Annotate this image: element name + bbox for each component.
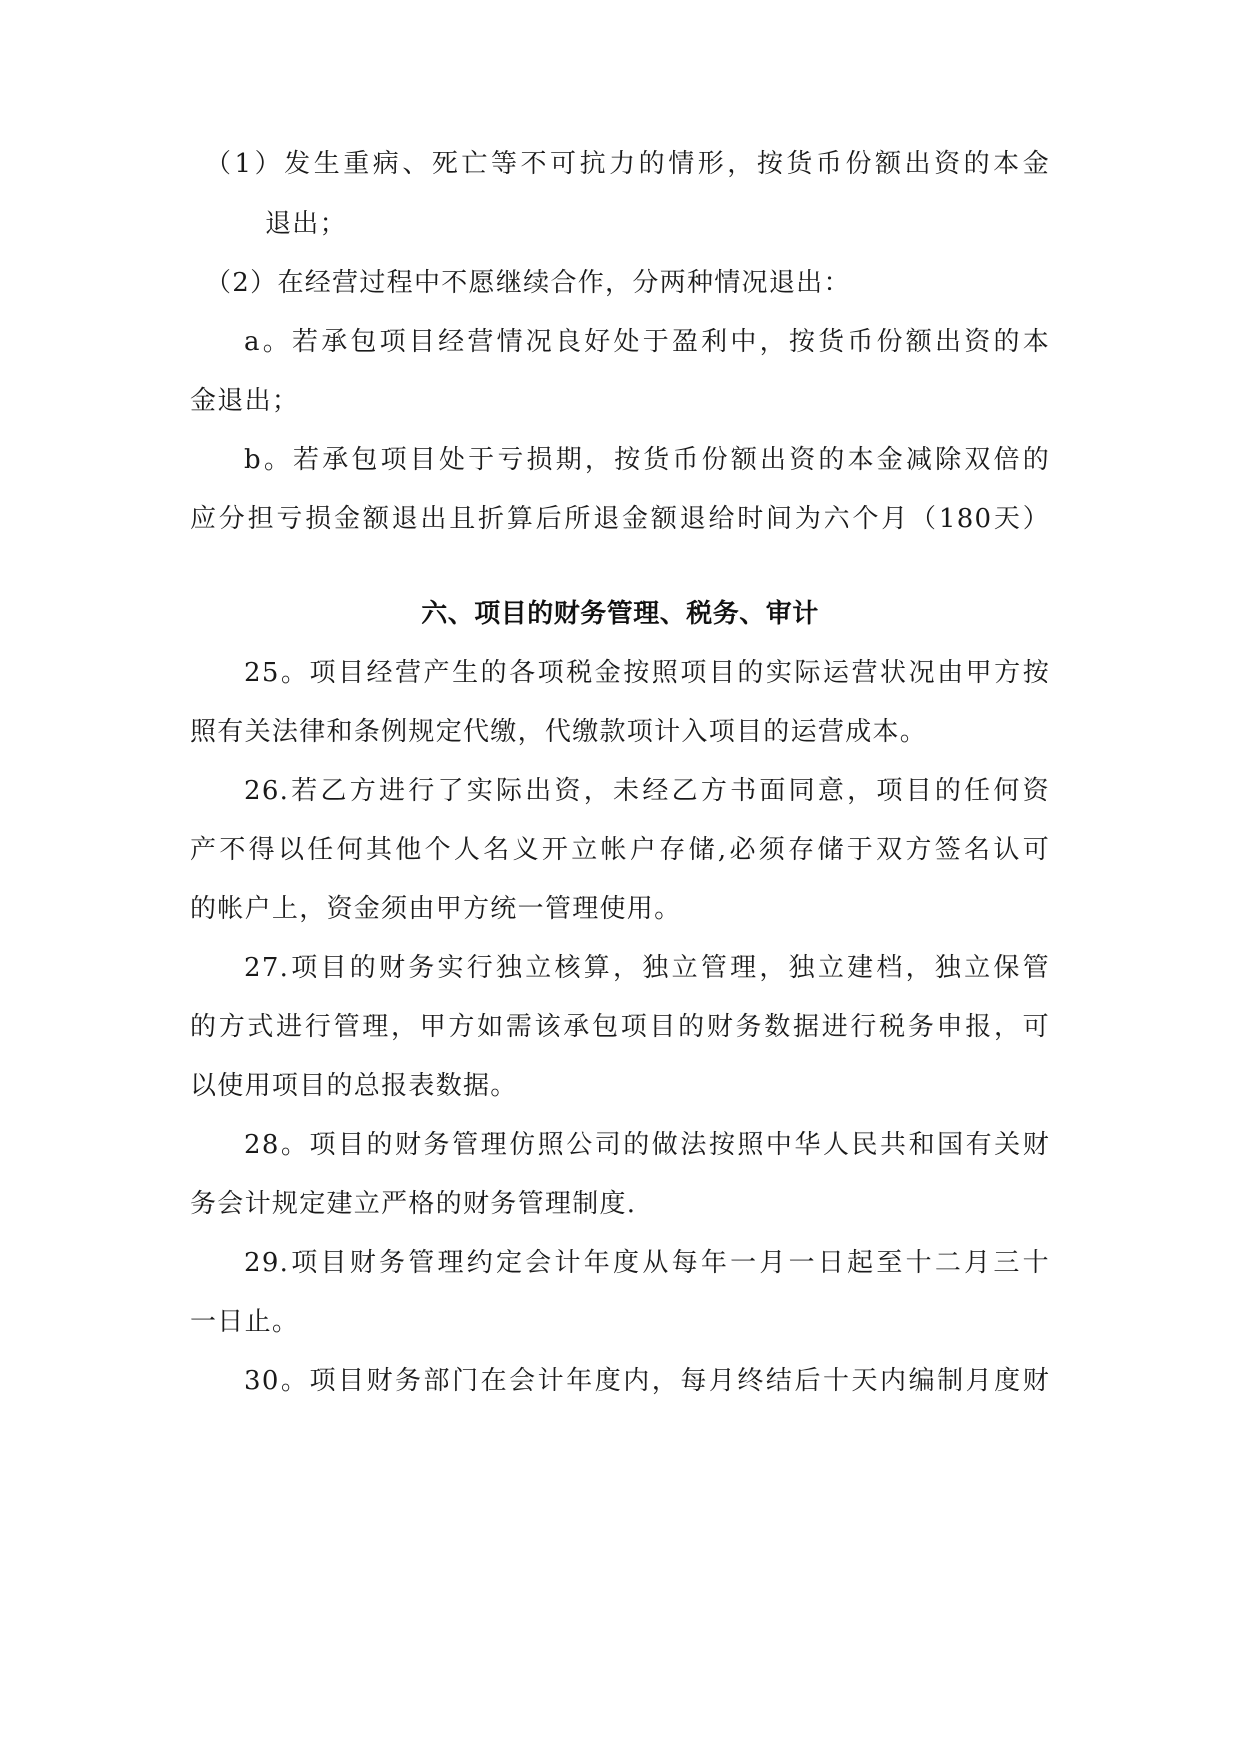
paragraph-line: 退出； xyxy=(265,209,347,239)
paragraph-line: （2）在经营过程中不愿继续合作，分两种情况退出： xyxy=(205,268,851,298)
paragraph-line: 务会计规定建立严格的财务管理制度. xyxy=(190,1189,637,1219)
section-heading: 六、项目的财务管理、税务、审计 xyxy=(421,599,819,629)
paragraph-line: 以使用项目的总报表数据。 xyxy=(190,1071,518,1101)
paragraph-line: b。若承包项目处于亏损期，按货币份额出资的本金减除双倍的 xyxy=(244,445,1050,475)
paragraph-line: 29.项目财务管理约定会计年度从每年一月一日起至十二月三十 xyxy=(244,1248,1050,1278)
paragraph-line: 28。项目的财务管理仿照公司的做法按照中华人民共和国有关财 xyxy=(244,1130,1050,1160)
paragraph-line: 照有关法律和条例规定代缴，代缴款项计入项目的运营成本。 xyxy=(190,717,928,747)
paragraph-line: 25。项目经营产生的各项税金按照项目的实际运营状况由甲方按 xyxy=(244,658,1050,688)
paragraph-line: 27.项目的财务实行独立核算，独立管理，独立建档，独立保管 xyxy=(244,953,1050,983)
paragraph-line: 一日止。 xyxy=(190,1307,300,1337)
paragraph-line: 应分担亏损金额退出且折算后所退金额退给时间为六个月（180天） xyxy=(190,504,1050,534)
paragraph-line: a。若承包项目经营情况良好处于盈利中，按货币份额出资的本 xyxy=(244,327,1050,357)
paragraph-line: 26.若乙方进行了实际出资，未经乙方书面同意，项目的任何资 xyxy=(244,776,1050,806)
paragraph-line: （1）发生重病、死亡等不可抗力的情形，按货币份额出资的本金 xyxy=(205,149,1050,179)
paragraph-line: 的帐户上，资金须由甲方统一管理使用。 xyxy=(190,894,682,924)
paragraph-line: 产不得以任何其他个人名义开立帐户存储,必须存储于双方签名认可 xyxy=(190,835,1050,865)
paragraph-line: 30。项目财务部门在会计年度内，每月终结后十天内编制月度财 xyxy=(244,1366,1050,1396)
paragraph-line: 的方式进行管理，甲方如需该承包项目的财务数据进行税务申报，可 xyxy=(190,1012,1050,1042)
paragraph-line: 金退出； xyxy=(190,386,300,416)
